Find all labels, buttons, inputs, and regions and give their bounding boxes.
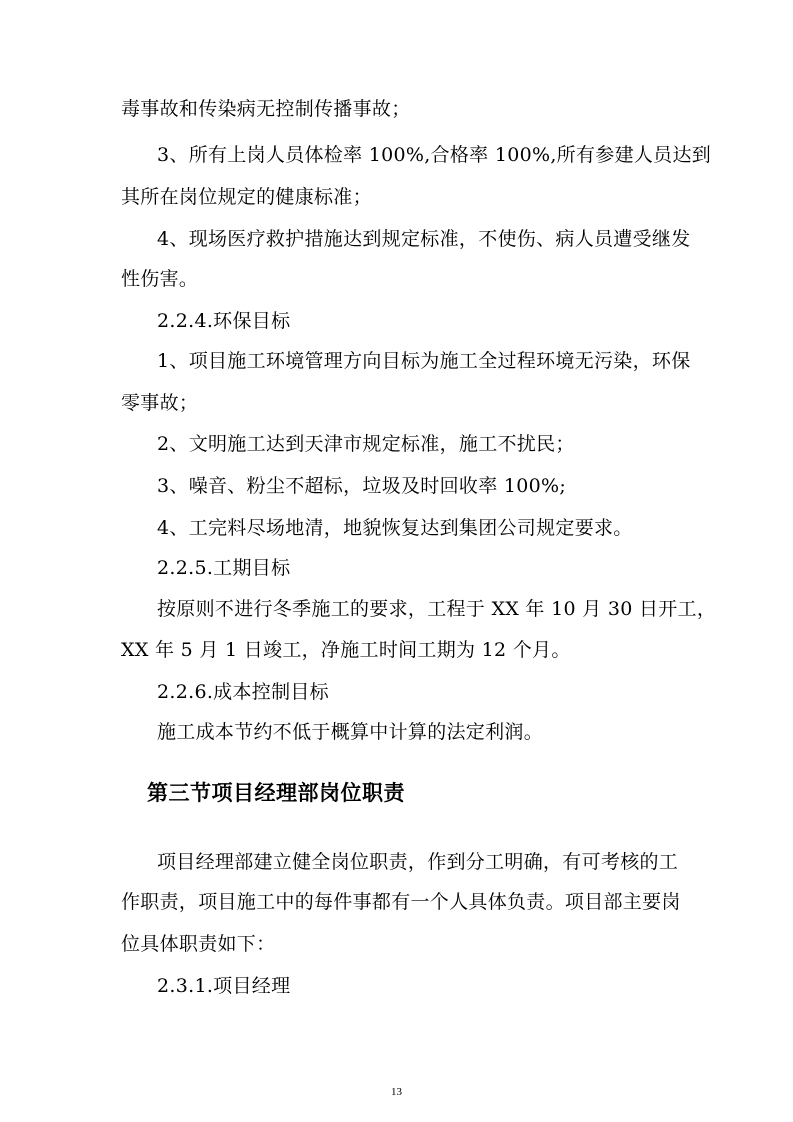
text-line: 其所在岗位规定的健康标准；: [121, 186, 372, 208]
text-line: 施工成本节约不低于概算中计算的法定利润。: [157, 721, 544, 743]
text-line: 4、现场医疗救护措施达到规定标准，不使伤、病人员遭受继发: [157, 228, 691, 250]
text-line: 作职责，项目施工中的每件事都有一个人具体负责。项目部主要岗: [121, 891, 681, 913]
text-line: 性伤害。: [121, 268, 199, 290]
text-line: 项目经理部建立健全岗位职责，作到分工明确，有可考核的工: [157, 851, 679, 873]
subsection-heading: 2.2.5.工期目标: [157, 557, 291, 579]
subsection-heading: 2.3.1.项目经理: [157, 975, 291, 997]
subsection-heading: 2.2.4.环保目标: [157, 310, 291, 332]
text-line: 3、噪音、粉尘不超标，垃圾及时回收率 100%;: [157, 475, 567, 497]
subsection-heading: 2.2.6.成本控制目标: [157, 681, 329, 703]
section-title: 第三节项目经理部岗位职责: [147, 780, 405, 805]
text-line: 按原则不进行冬季施工的要求，工程于 XX 年 10 月 30 日开工，: [157, 598, 717, 620]
text-line: 2、文明施工达到天津市规定标准，施工不扰民；: [157, 433, 575, 455]
text-line: 位具体职责如下：: [121, 933, 276, 955]
text-line: 3、所有上岗人员体检率 100%,合格率 100%,所有参建人员达到: [157, 144, 712, 166]
page-number: 13: [391, 1086, 402, 1098]
text-line: 4、工完料尽场地清，地貌恢复达到集团公司规定要求。: [157, 517, 633, 539]
text-line: 零事故；: [121, 392, 199, 414]
text-line: XX 年 5 月 1 日竣工，净施工时间工期为 12 个月。: [121, 639, 571, 661]
text-line: 毒事故和传染病无控制传播事故；: [121, 98, 411, 120]
text-line: 1、项目施工环境管理方向目标为施工全过程环境无污染，环保: [157, 350, 691, 372]
